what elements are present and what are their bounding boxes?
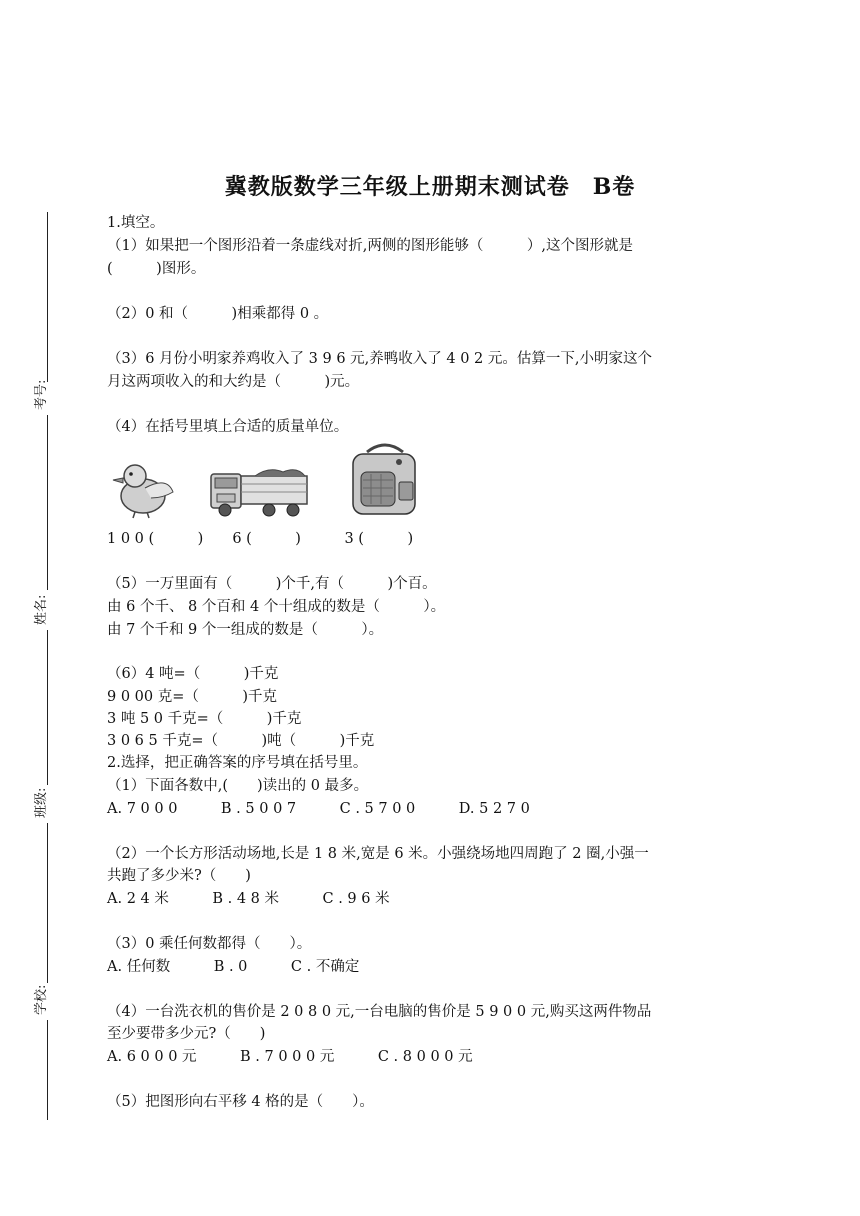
question-text: （1）如果把一个图形沿着一条虚线对折,两侧的图形能够（ ）,这个图形就是 [107, 238, 633, 254]
question-text: 3 0 6 5 千克=（ )吨（ )千克 [107, 733, 375, 749]
question-text: 共跑了多少米?（ ) [107, 868, 251, 884]
question-text: 1 0 0 ( ) 6 ( ) 3 ( ) [107, 531, 414, 547]
page-title: 冀教版数学三年级上册期末测试卷 B卷 [224, 174, 636, 200]
question-text: 月这两项收入的和大约是（ )元。 [107, 374, 360, 390]
question-text: 至少要带多少元?（ ) [107, 1026, 266, 1042]
question-text: （2）一个长方形活动场地,长是 1 8 米,宽是 6 米。小强绕场地四周跑了 2 圈,小强一 [107, 846, 649, 862]
question-text: ( )图形。 [107, 261, 206, 277]
section-heading: 1.填空。 [107, 215, 165, 231]
question-text: 9 0 00 克=（ )千克 [107, 689, 278, 705]
question-text: （4）在括号里填上合适的质量单位。 [107, 419, 349, 435]
answer-options: A. 6 0 0 0 元 B . 7 0 0 0 元 C . 8 0 0 0 元 [107, 1049, 473, 1065]
question-text: （6）4 吨=（ )千克 [107, 666, 279, 682]
picture-row [105, 442, 445, 524]
answer-options: A. 7 0 0 0 B . 5 0 0 7 C . 5 7 0 0 D. 5 2 7 0 [107, 801, 530, 817]
question-text: （5）一万里面有（ )个千,有（ )个百。 [107, 576, 437, 592]
section-heading: 2.选择，把正确答案的序号填在括号里。 [107, 755, 368, 771]
question-text: （4）一台洗衣机的售价是 2 0 8 0 元,一台电脑的售价是 5 9 0 0 元,购买这两件物品 [107, 1004, 652, 1020]
question-text: 由 6 个千、 8 个百和 4 个十组成的数是（ ）。 [107, 599, 446, 615]
binding-line [47, 630, 48, 785]
exam-number-label: 考号: [34, 379, 49, 410]
binding-line [47, 1020, 48, 1120]
school-label: 学校: [34, 984, 49, 1015]
question-text: （3）6 月份小明家养鸡收入了 3 9 6 元,养鸭收入了 4 0 2 元。估算一下,小明家这个 [107, 351, 653, 367]
question-text: （2）0 和（ )相乘都得 0 。 [107, 306, 329, 322]
question-text: 3 吨 5 0 千克=（ )千克 [107, 711, 302, 727]
binding-line [47, 823, 48, 983]
question-text: （1）下面各数中,( )读出的 0 最多。 [107, 778, 369, 794]
question-text: 由 7 个千和 9 个一组成的数是（ ）。 [107, 622, 384, 638]
binding-line [47, 212, 48, 382]
name-label: 姓名: [34, 594, 49, 625]
answer-options: A. 2 4 米 B . 4 8 米 C . 9 6 米 [107, 891, 390, 907]
question-text: （5）把图形向右平移 4 格的是（ ）。 [107, 1094, 374, 1110]
backpack-icon [345, 442, 425, 520]
class-label: 班级: [34, 787, 49, 818]
answer-options: A. 任何数 B . 0 C . 不确定 [107, 959, 360, 975]
binding-line [47, 415, 48, 590]
truck-icon [209, 464, 309, 520]
question-text: （3）0 乘任何数都得（ ）。 [107, 936, 312, 952]
chick-icon [105, 458, 179, 520]
